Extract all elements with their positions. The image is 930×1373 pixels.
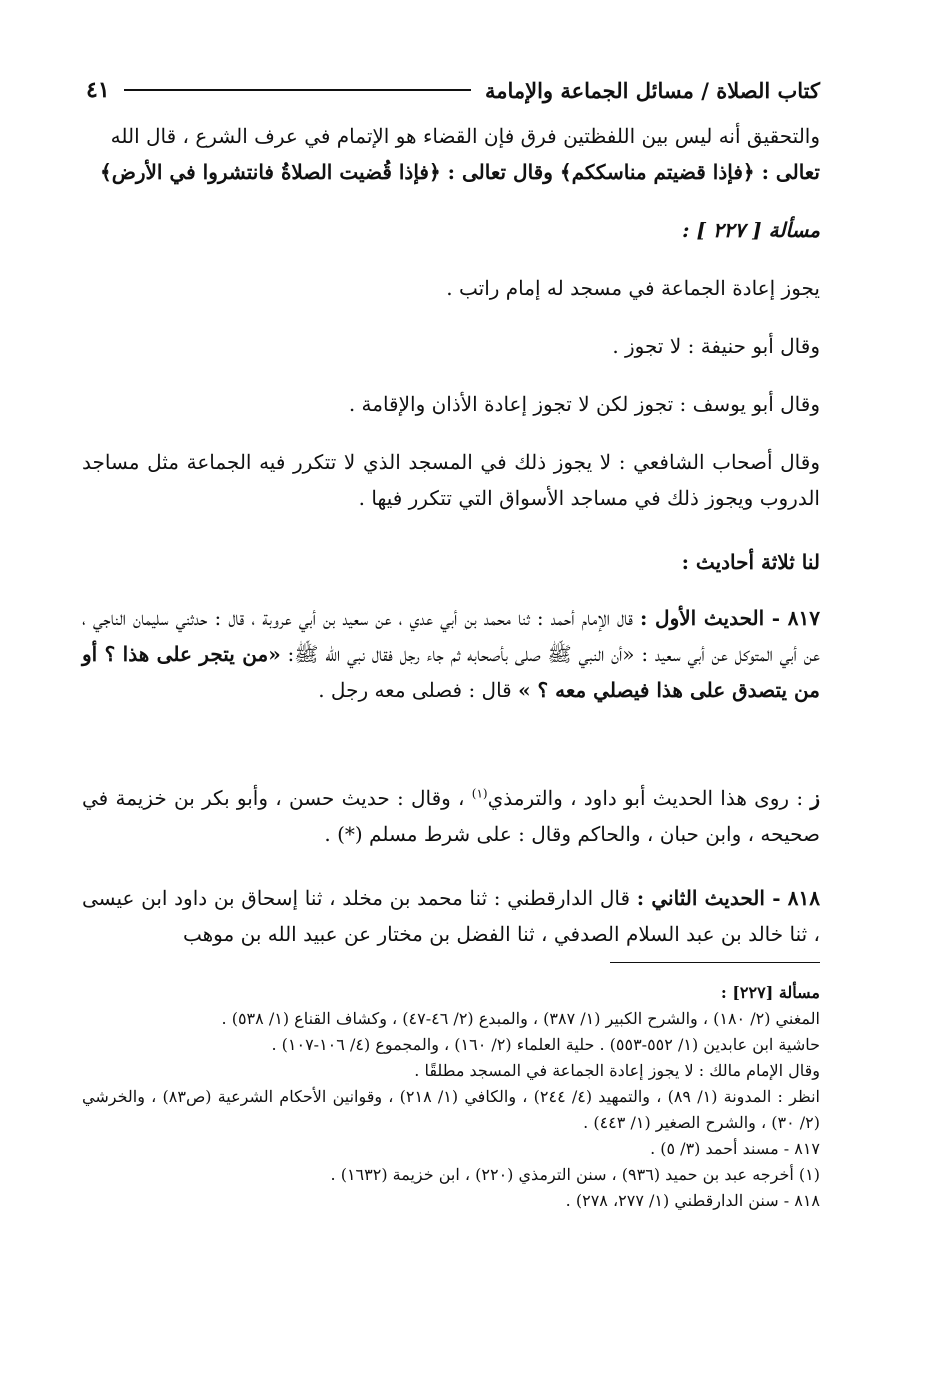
hadith-817-text: قال الإمام أحمد : ثنا محمد بن أبي عدي ، عن سعيد بن أبي عروبة ، قال : حدثني سليمان الناجي ، عن أبي المتوكل عن أبي سعيد : «أن النبي ﷺ صلى بأصحابه ثم جاء رجل فقال نبي الله ﷺ:: [82, 606, 820, 666]
running-header: [86, 72, 820, 108]
hadith-817-paragraph: [82, 600, 820, 708]
footnote-line: انظر : المدونة (١/ ٨٩) ، والتمهيد (٤/ ٢٤٤) ، والكافي (١/ ٢١٨) ، وقوانين الأحكام الشرعية (ص٨٣) ، والخرشي (٢/ ٣٠) ، والشرح الصغير (١/ ٤٤٣) .: [82, 1087, 820, 1132]
footnote-line: حاشية ابن عابدين (١/ ٥٥٢-٥٥٣) . حلية العلماء (٢/ ١٦٠) ، والمجموع (٤/ ١٠٦-١٠٧) .: [271, 1035, 820, 1054]
abu-hanifa-paragraph: وقال أبو حنيفة : لا تجوز .: [612, 334, 820, 358]
hadith-818-paragraph: [82, 880, 820, 952]
hadith-817-label: ٨١٧ - الحديث الأول :: [640, 606, 821, 630]
takhrij-paragraph: [82, 780, 820, 852]
footnote-line: ٨١٨ - سنن الدارقطني (١/ ٢٧٧، ٢٧٨) .: [565, 1191, 820, 1210]
footnote-line: المغني (٢/ ١٨٠) ، والشرح الكبير (١/ ٣٨٧) ، والمبدع (٢/ ٤٦-٤٧) ، وكشاف القناع (١/ ٥٣٨) .: [221, 1009, 820, 1028]
hadith-818-label: ٨١٨ - الحديث الثاني :: [636, 886, 820, 910]
hadith-817-end: قال : فصلى معه رجل .: [318, 678, 519, 702]
intro-line-1: والتحقيق أنه ليس بين اللفظتين فرق فإن القضاء هو الإتمام في عرف الشرع ، قال الله: [110, 124, 820, 148]
footnote-heading: مسألة [٢٢٧] :: [720, 983, 820, 1002]
footnote-line: ٨١٧ - مسند أحمد (٣/ ٥) .: [650, 1139, 820, 1158]
evidence-heading: لنا ثلاثة أحاديث :: [681, 550, 820, 574]
takhrij-text: : روى هذا الحديث أبو داود ، والترمذي: [487, 786, 811, 810]
intro-line-2: تعالى : ﴿فإذا قضيتم مناسككم﴾ وقال تعالى : ﴿فإذا قُضيت الصلاةُ فانتشروا في الأرض﴾: [99, 160, 820, 184]
takhrij-marker: ز: [810, 786, 820, 810]
intro-paragraph: [82, 118, 820, 190]
ruling-paragraph: يجوز إعادة الجماعة في مسجد له إمام راتب .: [446, 276, 820, 300]
header-title: كتاب الصلاة / مسائل الجماعة والإمامة: [484, 77, 820, 103]
page-number: ٤١: [86, 77, 110, 103]
hadith-818-text: قال الدارقطني : ثنا محمد بن مخلد ، ثنا إسحاق بن داود ابن عيسى ، ثنا خالد بن عبد السلام الصدفي ، ثنا الفضل بن مختار عن عبيد الله بن موهب: [82, 886, 820, 946]
footnote-line: (١) أخرجه عبد بن حميد (٩٣٦) ، سنن الترمذي (٢٢٠) ، ابن خزيمة (١٦٣٢) .: [330, 1165, 820, 1184]
takhrij-text-2: ، وقال : حديث حسن ، وأبو بكر بن خزيمة في صحيحه ، وابن حبان ، والحاكم وقال : على شرط مسلم (*) .: [82, 786, 820, 846]
shafii-paragraph: وقال أصحاب الشافعي : لا يجوز ذلك في المسجد الذي لا تتكرر فيه الجماعة مثل مساجد الدروب ويجوز ذلك في مساجد الأسواق التي تتكرر فيها .: [82, 450, 820, 510]
header-rule: [124, 89, 471, 91]
hadith-817-quote: «من يتجر على هذا ؟ أو من يتصدق على هذا فيصلي معه ؟ »: [82, 642, 820, 702]
footnote-ref-1: (١): [471, 786, 488, 801]
abu-yusuf-paragraph: وقال أبو يوسف : تجوز لكن لا تجوز إعادة الأذان والإقامة .: [348, 392, 820, 416]
footnotes: [82, 980, 820, 1214]
footnote-line: وقال الإمام مالك : لا يجوز إعادة الجماعة في المسجد مطلقًا .: [414, 1061, 820, 1080]
footnote-separator: [610, 962, 820, 963]
masala-heading: مسألة [ ٢٢٧ ] :: [682, 218, 820, 242]
